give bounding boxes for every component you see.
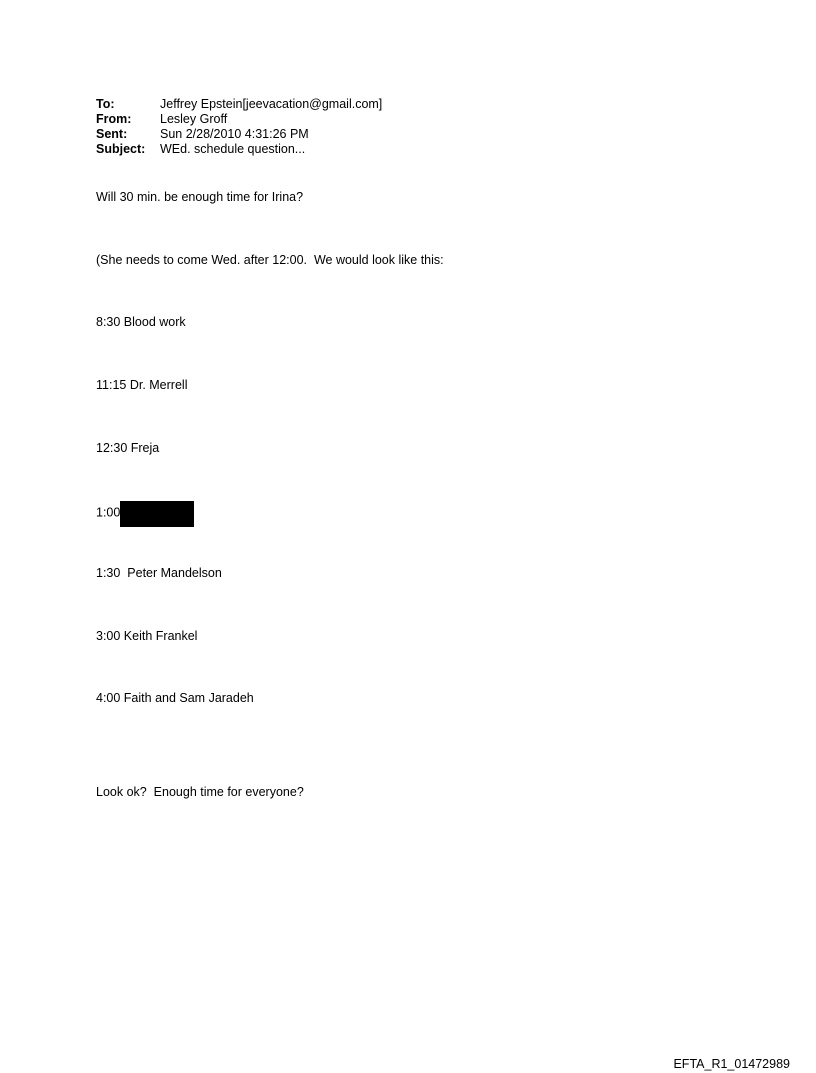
sent-label: Sent: xyxy=(96,127,128,141)
redaction-block xyxy=(120,501,194,527)
sent-row xyxy=(96,127,382,142)
schedule-item: 3:00 Keith Frankel xyxy=(96,629,198,643)
schedule-item: 12:30 Freja xyxy=(96,441,160,455)
sent-value: Sun 2/28/2010 4:31:26 PM xyxy=(160,127,309,141)
from-value: Lesley Groff xyxy=(160,112,228,126)
schedule-item: 1:30 Peter Mandelson xyxy=(96,566,222,580)
body-question: Will 30 min. be enough time for Irina? xyxy=(96,190,304,204)
to-value: Jeffrey Epstein[jeevacation@gmail.com] xyxy=(160,97,383,111)
schedule-time: 1:00 xyxy=(96,505,121,520)
schedule-item: 11:15 Dr. Merrell xyxy=(96,378,188,392)
email-header xyxy=(96,97,382,157)
schedule-item-redacted xyxy=(96,500,194,526)
schedule-item: 8:30 Blood work xyxy=(96,315,186,329)
to-label: To: xyxy=(96,97,115,111)
to-row xyxy=(96,97,382,112)
subject-row xyxy=(96,142,382,157)
body-intro: (She needs to come Wed. after 12:00. We would look like this: xyxy=(96,253,444,267)
body-closing: Look ok? Enough time for everyone? xyxy=(96,785,304,799)
bates-number: EFTA_R1_01472989 xyxy=(673,1057,790,1071)
subject-label: Subject: xyxy=(96,142,146,156)
subject-value: WEd. schedule question... xyxy=(160,142,306,156)
from-row xyxy=(96,112,382,127)
from-label: From: xyxy=(96,112,132,126)
schedule-item: 4:00 Faith and Sam Jaradeh xyxy=(96,691,254,705)
